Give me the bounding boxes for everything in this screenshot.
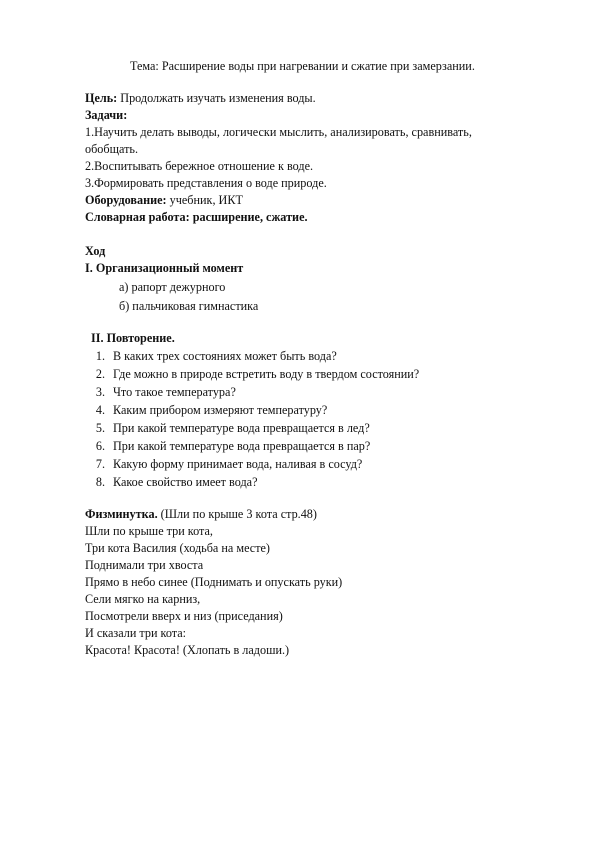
poem-line: Три кота Василия (ходьба на месте)	[85, 541, 270, 555]
fizminutka-line	[85, 506, 317, 523]
task-item: 3.Формировать представления о воде природе.	[85, 176, 327, 190]
goal-label: Цель:	[85, 91, 118, 105]
fizminutka-note: (Шли по крыше 3 кота стр.48)	[157, 507, 317, 521]
question-item	[87, 384, 236, 401]
task-item: обобщать.	[85, 142, 138, 156]
question-text: При какой температуре вода превращается в лед?	[113, 421, 370, 435]
question-text: Где можно в природе встретить воду в твердом состоянии?	[113, 367, 420, 381]
vocabulary-text: расширение, сжатие.	[189, 210, 308, 224]
poem-line: Шли по крыше три кота,	[85, 524, 213, 538]
course-heading: Ход	[85, 244, 106, 258]
question-number: 8.	[95, 475, 105, 489]
question-number: 5.	[95, 421, 105, 435]
question-number: 4.	[95, 403, 105, 417]
section1-item: а) рапорт дежурного	[119, 280, 226, 294]
question-text: Каким прибором измеряют температуру?	[113, 403, 328, 417]
question-item	[87, 402, 327, 419]
goal-text: Продолжать изучать изменения воды.	[117, 91, 316, 105]
goal-line	[85, 90, 316, 107]
poem-line: И сказали три кота:	[85, 626, 187, 640]
poem-line: Красота! Красота! (Хлопать в ладоши.)	[85, 643, 290, 657]
poem-line: Посмотрели вверх и низ (приседания)	[85, 609, 283, 623]
question-text: При какой температуре вода превращается в пар?	[113, 439, 371, 453]
question-number: 3.	[95, 385, 105, 399]
section2-title: II. Повторение.	[91, 331, 175, 345]
section1-title: I. Организационный момент	[85, 261, 244, 275]
question-text: Что такое температура?	[113, 385, 236, 399]
question-item	[87, 366, 419, 383]
equipment-line	[85, 192, 243, 209]
vocabulary-label: Словарная работа:	[85, 210, 190, 224]
question-number: 6.	[95, 439, 105, 453]
question-text: В каких трех состояниях может быть вода?	[113, 349, 337, 363]
tasks-heading: Задачи:	[85, 108, 128, 122]
poem-line: Прямо в небо синее (Поднимать и опускать руки)	[85, 575, 343, 589]
section1-item: б) пальчиковая гимнастика	[119, 299, 259, 313]
task-item: 2.Воспитывать бережное отношение к воде.	[85, 159, 314, 173]
question-item	[87, 420, 370, 437]
poem-line: Поднимали три хвоста	[85, 558, 204, 572]
equipment-label: Оборудование:	[85, 193, 167, 207]
question-item	[87, 348, 337, 365]
question-text: Какое свойство имеет вода?	[113, 475, 258, 489]
poem-line: Сели мягко на карниз,	[85, 592, 201, 606]
question-item	[87, 456, 362, 473]
equipment-text: учебник, ИКТ	[166, 193, 243, 207]
question-text: Какую форму принимает вода, наливая в сосуд?	[113, 457, 363, 471]
task-item: 1.Научить делать выводы, логически мыслить, анализировать, сравнивать,	[85, 125, 472, 139]
lesson-title: Тема: Расширение воды при нагревании и сжатие при замерзании.	[130, 59, 475, 73]
fizminutka-label: Физминутка.	[85, 507, 158, 521]
question-number: 1.	[95, 349, 105, 363]
vocabulary-line	[85, 209, 308, 226]
question-item	[87, 474, 257, 491]
question-number: 2.	[95, 367, 105, 381]
question-item	[87, 438, 370, 455]
question-number: 7.	[95, 457, 105, 471]
